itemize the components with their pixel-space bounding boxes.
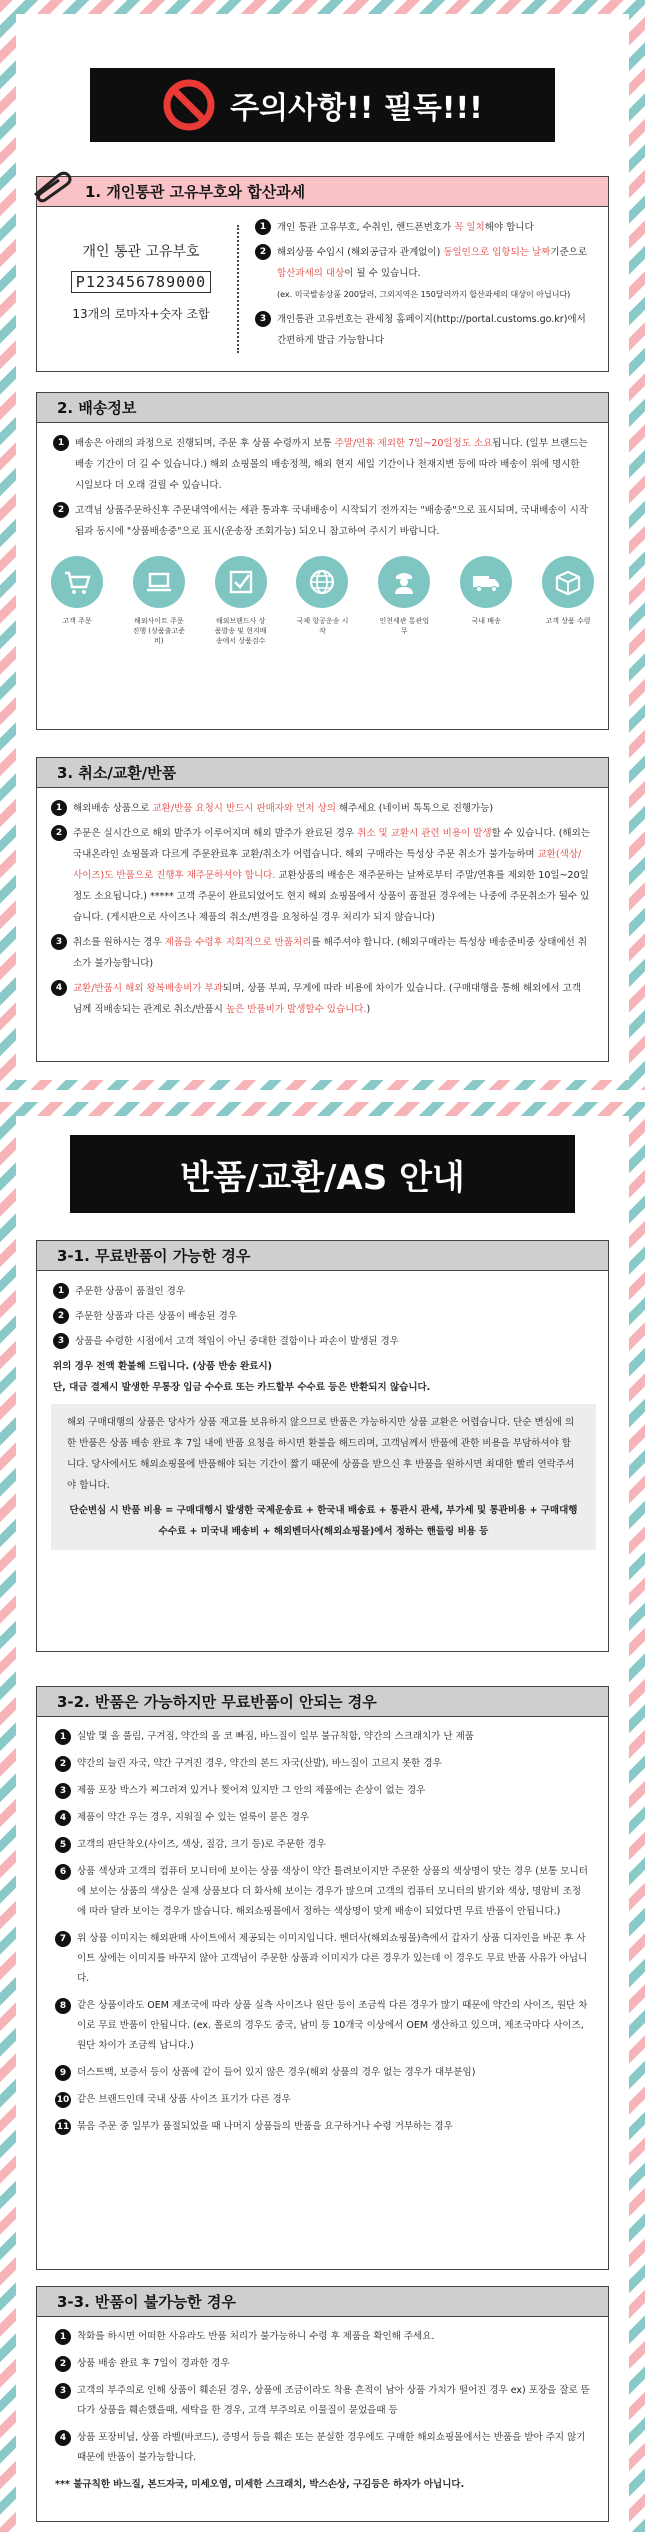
- list-item: [55, 2354, 590, 2374]
- list-item: 3 개인통관 고유번호는 관세청 홈페이지(http://portal.customs.go.kr)에서 간편하게 발급 가능합니다: [255, 309, 597, 351]
- shipping-steps: [37, 556, 608, 646]
- item-number: 9: [55, 2065, 71, 2081]
- return-policy-box: [51, 1404, 596, 1550]
- as-title-banner: [70, 1135, 575, 1213]
- list-item: [55, 2117, 590, 2137]
- list-item: 1 해외배송 상품으로 교환/반품 요청시 반드시 판매자와 먼저 상의 해주세요 (네이버 톡톡으로 진행가능): [75, 798, 590, 819]
- section-paid-return-title: 3-2. 반품은 가능하지만 무료반품이 안되는 경우: [37, 1687, 608, 1717]
- box-icon: [553, 567, 583, 597]
- list-item: [55, 1727, 590, 1747]
- item-text: 착화를 하시면 어떠한 사유라도 반품 처리가 불가능하니 수령 후 제품을 확인해 주세요.: [77, 2331, 435, 2342]
- section-free-return-title: 3-1. 무료반품이 가능한 경우: [37, 1241, 608, 1271]
- globe-icon: [307, 567, 337, 597]
- item-text: 고객의 부주의로 인해 상품이 훼손된 경우, 상품에 조금이라도 착용 흔적이 남아 상품 가치가 떨어진 경우 ex) 포장을 잘로 뜯다가 상품을 훼손했을때, 세탁을 한 경우, 고객 부주의로 이물질이 묻었을때 등: [77, 2385, 590, 2416]
- item-text: 제품 포장 박스가 찌그러져 있거나 찢어져 있지만 그 안의 제품에는 손상이 없는 경우: [77, 1785, 426, 1796]
- list-item: 2 고객님 상품주문하신후 주문내역에서는 세관 통과후 국내배송이 시작되기 전까지는 "배송중"으로 표시되며, 국내배송이 시작됨과 동시에 "상품배송중"으로 표시(운송장 조회가능) 되오니 참고하여 주시기 바랍니다.: [77, 500, 588, 542]
- list-item: [55, 1862, 590, 1922]
- officer-icon: [389, 567, 419, 597]
- shipping-step: 고객 주문: [49, 556, 105, 646]
- customs-list: [255, 217, 597, 355]
- list-item: [55, 2381, 590, 2421]
- item-number: 4: [55, 1810, 71, 1826]
- list-item: [55, 2327, 590, 2347]
- list-item: 2 주문은 실시간으로 해외 발주가 이루어지며 해외 발주가 완료된 경우 취소 및 교환시 관련 비용이 발생할 수 있습니다. (해외는 국내온라인 쇼핑몰과 다르게 주문완료후 교환/취소가 어렵습니다. 해외 구매라는 특성상 주문 취소가 불가능하며 교환(색상/사이즈)도 반품으로 진행후 재주문하셔야 합니다. 교환상품의 배송은 재주문하는 날짜로부터 주말/연휴를 제외한 10일~20일정도 소요됩니다.) ***** 고객 주문이 완료되었어도 현지 해외 쇼핑몰에서 상품이 품절된 경우에는 나중에 주문취소가 될수 있습니다. (게시판으로 사이즈나 제품의 취소/변경을 요청하실 경우 처리가 되지 않습니다): [75, 823, 590, 928]
- item-number: 5: [55, 1837, 71, 1853]
- item-text: 위 상품 이미지는 해외판매 사이트에서 제공되는 이미지입니다. 벤더사(해외쇼핑몰)측에서 갑자기 상품 디자인을 바꾼 후 사이트 상에는 이미지를 바꾸지 않아 고객님이 주문한 상품과 이미지가 다른 경우가 있는데 이 경우도 무료 반품 사유가 아닙니다.: [77, 1933, 588, 1984]
- item-text: 같은 상품이라도 OEM 제조국에 따라 상품 실측 사이즈나 원단 등이 조금씩 다른 경우가 많기 때문에 약간의 사이즈, 원단 차이로 무료 반품이 안됩니다. (ex. 폴로의 경우도 중국, 남미 등 10개국 이상에서 OEM 생산하고 있으며, 제조국마다 사이즈, 원단 차이가 조금씩 납니다.): [77, 2000, 588, 2051]
- item-text: 고객의 판단착오(사이즈, 색상, 질감, 크기 등)로 주문한 경우: [77, 1839, 326, 1850]
- list-item: 2 주문한 상품과 다른 상품이 배송된 경우: [53, 1306, 592, 1327]
- list-item: 1 주문한 상품이 품절인 경우: [53, 1281, 592, 1302]
- item-text: 제품이 약간 우는 경우, 지워질 수 있는 얼룩이 묻은 경우: [77, 1812, 310, 1823]
- return-cost-formula: 단순변심 시 반품 비용 = 구매대행시 발생한 국제운송료 + 한국내 배송료 + 통관시 관세, 부가세 및 통관비용 + 구매대행 수수료 + 미국내 배송비 + 해외벤더사(해외쇼핑몰)에서 정하는 핸들링 비용 등: [69, 1505, 578, 1537]
- section-cancel-title: 3. 취소/교환/반품: [37, 758, 608, 788]
- list-item: [55, 1835, 590, 1855]
- list-item: 2 해외상품 수입시 (해외공급자 관계없이) 동일인으로 입항되는 날짜기준으로 합산과세의 대상이 될 수 있습니다. (ex. 미국발송상품 200달러, 그외지역은 150달러까지 합산과세의 대상이 아닙니다): [255, 242, 597, 305]
- shipping-step: 국내 배송: [458, 556, 514, 646]
- list-item: 3 상품을 수령한 시점에서 고객 책임이 아닌 중대한 결함이나 파손이 발생된 경우: [53, 1331, 592, 1352]
- list-item: [55, 1929, 590, 1989]
- item-text: 상품 포장비닐, 상품 라벨(바코드), 증명서 등을 훼손 또는 분실한 경우에도 구매한 해외쇼핑몰에서는 반품을 받아 주지 않기 때문에 반품이 불가능합니다.: [77, 2432, 586, 2463]
- item-number: 2: [55, 2356, 71, 2372]
- shipping-step: 해외사이트 주문진행 (상품출고준비): [131, 556, 187, 646]
- shipping-step: 인천세관 통관업무: [376, 556, 432, 646]
- section-shipping: [36, 392, 609, 730]
- no-defect-note: *** 불규칙한 바느질, 본드자국, 미세오염, 미세한 스크래치, 박스손상, 구김등은 하자가 아닙니다.: [55, 2479, 465, 2490]
- item-number: 1: [55, 2329, 71, 2345]
- section-paid-return: [36, 1686, 609, 2270]
- list-item: [55, 2428, 590, 2468]
- truck-icon: [470, 567, 502, 597]
- item-text: 약간의 늘린 자국, 약간 구겨진 경우, 약간의 본드 자국(산발), 바느질이 고르지 못한 경우: [77, 1758, 442, 1769]
- list-item: [55, 1996, 590, 2056]
- section-no-return-title: 3-3. 반품이 불가능한 경우: [37, 2287, 608, 2317]
- list-item: 1 배송은 아래의 과정으로 진행되며, 주문 후 상품 수령까지 보통 주말/연휴 제외한 7일~20일정도 소요됩니다. (일부 브랜드는 배송 기간이 더 길 수 있습니다.) 해외 쇼핑몰의 배송정책, 해외 현지 세일 기간이나 천재지변 등에 따라 배송이 위에 명시한 시일보다 더 오래 걸릴 수 있습니다.: [77, 433, 588, 496]
- item-number: 1: [55, 1729, 71, 1745]
- item-number: 8: [55, 1998, 71, 2014]
- customs-code-label: 개인 통관 고유부호: [82, 244, 200, 260]
- shipping-step: 국제 항공운송 시작: [294, 556, 350, 646]
- item-text: 상품 색상과 고객의 컴퓨터 모니터에 보이는 상품 색상이 약간 틀려보이지만 주문한 상품의 색상명이 맞는 경우 (보통 모니터에 보이는 상품의 색상은 실제 상품보다 더 화사해 보이는 경우가 많으며 고객의 컴퓨터 모니터의 밝기와 색상, 명암비 조정에 따라 달라 보이는 경우가 많습니다. 해외쇼핑몰에서 정하는 색상명이 맞게 배송이 되었다면 무료 반품이 안됩니다.): [77, 1866, 588, 1917]
- item-number: 3: [55, 1783, 71, 1799]
- item-text: 더스트백, 보증서 등이 상품에 같이 들어 있지 않은 경우(해외 상품의 경우 없는 경우가 대부분임): [77, 2067, 476, 2078]
- as-title: 반품/교환/AS 안내: [180, 1157, 465, 1198]
- section-cancel: [36, 757, 609, 1062]
- section-customs: [36, 176, 609, 372]
- customs-code-caption: 13개의 로마자+숫자 조합: [72, 307, 210, 321]
- cart-icon: [62, 567, 92, 597]
- item-number: 2: [55, 1756, 71, 1772]
- section-no-return: [36, 2286, 609, 2522]
- item-text: 같은 브랜드인데 국내 상품 사이즈 표기가 다른 경우: [77, 2094, 291, 2105]
- customs-code-example: [37, 213, 245, 322]
- refund-condition: 위의 경우 전액 환불해 드립니다. (상품 반송 완료시): [53, 1361, 272, 1372]
- item-number: 6: [55, 1864, 71, 1880]
- section-shipping-title: 2. 배송정보: [37, 393, 608, 423]
- item-number: 11: [55, 2119, 71, 2135]
- laptop-icon: [144, 567, 174, 597]
- list-item: [55, 2090, 590, 2110]
- list-item: [55, 1781, 590, 1801]
- item-number: 3: [55, 2383, 71, 2399]
- item-number: 10: [55, 2092, 71, 2108]
- return-policy-text: 해외 구매대행의 상품은 당사가 상품 재고를 보유하지 않으므로 반품은 가능하지만 상품 교환은 어렵습니다. 단순 변심에 의한 반품은 상품 배송 완료 후 7일 내에 반품 요청을 하시면 환불을 해드리며, 고객님께서 반품에 관한 비용을 부담하셔야 합니다. 당사에서도 해외쇼핑몰에 반품해야 되는 기간이 짧기 때문에 상품을 받으신 후 반품을 원하시면 최대한 빨리 연락주셔야 합니다.: [67, 1417, 575, 1491]
- list-item: [55, 1754, 590, 1774]
- refund-exception: 단, 대금 결제시 발생한 무통장 입금 수수료 또는 카드할부 수수료 등은 반환되지 않습니다.: [53, 1382, 431, 1393]
- list-item: 3 취소를 원하시는 경우 제품을 수령후 지회적으로 반품처리를 해주셔야 합니다. (해외구매라는 특성상 배송준비중 상태에선 취소가 불가능합니다): [75, 932, 590, 974]
- section-customs-title: 1. 개인통관 고유부호와 합산과세: [37, 177, 608, 207]
- notice-title: 주의사항!! 필독!!!: [230, 91, 483, 126]
- list-item: [55, 1808, 590, 1828]
- check-icon: [226, 567, 256, 597]
- notice-title-banner: [90, 68, 555, 142]
- shipping-step: 고객 상품 수령: [540, 556, 596, 646]
- shipping-step: 해외브랜드사 상품발송 및 현지배송에서 상품검수: [213, 556, 269, 646]
- list-item: [55, 2063, 590, 2083]
- prohibited-icon: [162, 78, 216, 132]
- section-free-return: [36, 1240, 609, 1652]
- item-text: 묶음 주문 중 일부가 품절되었을 때 나머지 상품들의 반품을 요구하거나 수령 거부하는 경우: [77, 2121, 453, 2132]
- paperclip-icon: [29, 169, 73, 203]
- list-item: 1 개인 통관 고유부호, 수취인, 핸드폰번호가 꼭 일치해야 합니다: [255, 217, 597, 238]
- item-number: 7: [55, 1931, 71, 1947]
- customs-code-sample: P123456789000: [71, 271, 211, 293]
- item-text: 실밥 몇 올 풀림, 구겨짐, 약간의 올 코 빠짐, 바느질이 일부 불규칙함, 약간의 스크래치가 난 제품: [77, 1731, 474, 1742]
- item-number: 4: [55, 2430, 71, 2446]
- item-text: 상품 배송 완료 후 7일이 경과한 경우: [77, 2358, 230, 2369]
- list-item: 4 교환/반품시 해외 왕복배송비가 부과되며, 상품 부피, 무게에 따라 비용에 차이가 있습니다. (구매대행을 통해 해외에서 고객님께 직배송되는 관계로 취소/반품시 높은 반품비가 발생할수 있습니다.): [75, 978, 590, 1020]
